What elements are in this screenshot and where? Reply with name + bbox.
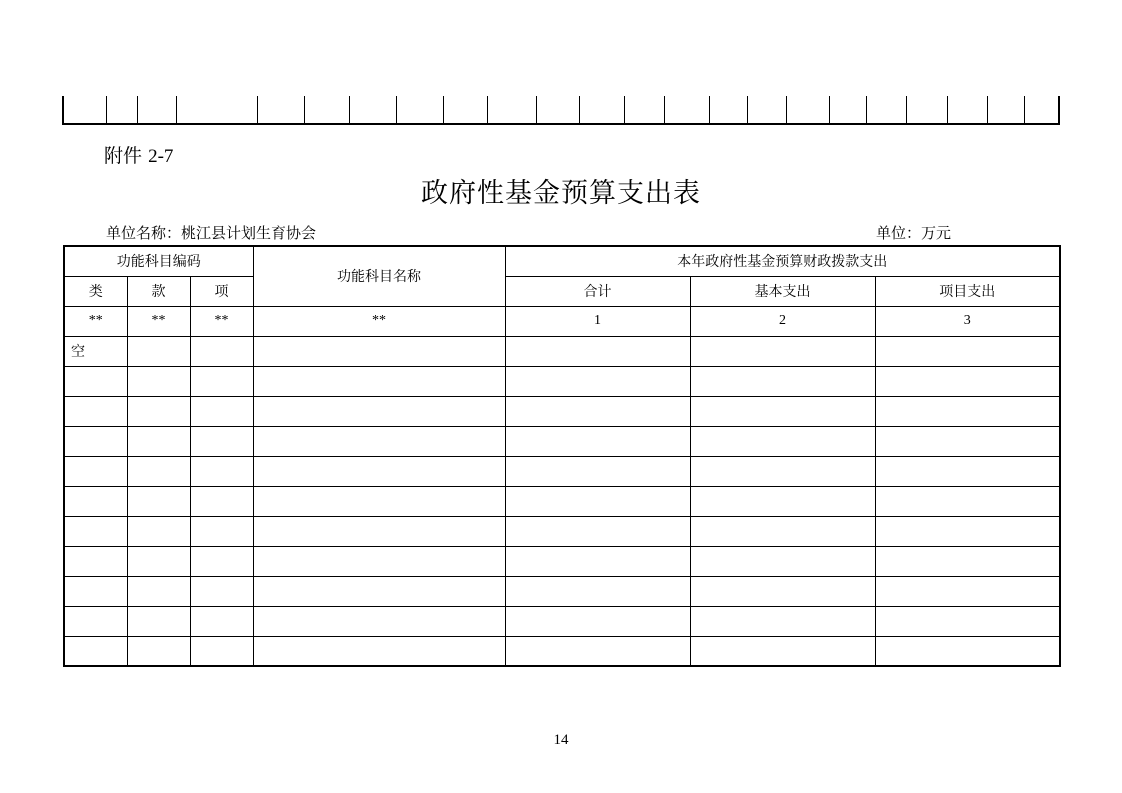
page-number: 14	[553, 732, 569, 748]
index-cell: 3	[875, 306, 1060, 336]
table-cell	[253, 486, 505, 516]
table-cell	[505, 366, 690, 396]
strip-divider	[947, 96, 948, 123]
table-cell	[505, 456, 690, 486]
header-funding-group: 本年政府性基金预算财政拨款支出	[505, 246, 1060, 276]
table-cell	[505, 396, 690, 426]
table-cell	[127, 426, 190, 456]
table-cell	[690, 576, 875, 606]
strip-divider	[579, 96, 580, 123]
table-cell	[190, 426, 253, 456]
strip-divider	[624, 96, 625, 123]
strip-divider	[906, 96, 907, 123]
strip-divider	[349, 96, 350, 123]
strip-divider	[1024, 96, 1025, 123]
table-cell	[127, 546, 190, 576]
attachment-label	[104, 141, 173, 168]
table-cell	[505, 606, 690, 636]
table-cell	[690, 336, 875, 366]
strip-divider	[443, 96, 444, 123]
table-cell	[505, 426, 690, 456]
col-basic: 基本支出	[690, 276, 875, 306]
table-cell	[190, 516, 253, 546]
header-row-1	[64, 246, 1060, 276]
strip-divider	[304, 96, 305, 123]
previous-table-fragment	[62, 96, 1060, 125]
strip-divider	[664, 96, 665, 123]
table-cell	[190, 546, 253, 576]
page-title: 政府性基金预算支出表	[421, 178, 701, 209]
table-row	[64, 546, 1060, 576]
strip-divider	[786, 96, 787, 123]
table-cell	[127, 456, 190, 486]
table-cell	[505, 636, 690, 666]
strip-divider	[866, 96, 867, 123]
strip-divider	[257, 96, 258, 123]
table-cell	[875, 576, 1060, 606]
index-cell: **	[64, 306, 127, 336]
table-cell	[253, 426, 505, 456]
table-cell	[190, 606, 253, 636]
table-cell	[253, 606, 505, 636]
col-category: 类	[64, 276, 127, 306]
table-cell	[690, 396, 875, 426]
table-cell	[690, 636, 875, 666]
col-total: 合计	[505, 276, 690, 306]
table-cell	[127, 486, 190, 516]
table-cell	[253, 336, 505, 366]
table-cell	[875, 606, 1060, 636]
table-cell	[875, 366, 1060, 396]
index-cell: **	[127, 306, 190, 336]
table-cell	[64, 426, 127, 456]
strip-divider	[747, 96, 748, 123]
table-row	[64, 426, 1060, 456]
table-cell	[64, 636, 127, 666]
budget-table	[63, 245, 1061, 667]
table-cell	[875, 486, 1060, 516]
col-item: 项	[190, 276, 253, 306]
table-cell	[190, 336, 253, 366]
table-cell	[190, 456, 253, 486]
table-cell	[875, 516, 1060, 546]
index-cell: 2	[690, 306, 875, 336]
table-cell	[690, 486, 875, 516]
table-cell	[690, 606, 875, 636]
strip-divider	[829, 96, 830, 123]
table-cell	[875, 336, 1060, 366]
table-row	[64, 396, 1060, 426]
table-row	[64, 576, 1060, 606]
strip-divider	[106, 96, 107, 123]
table-cell	[127, 576, 190, 606]
table-cell	[253, 516, 505, 546]
col-section: 款	[127, 276, 190, 306]
table-cell	[253, 636, 505, 666]
table-row	[64, 516, 1060, 546]
empty-marker: 空	[64, 336, 127, 366]
table-cell	[253, 576, 505, 606]
strip-divider	[176, 96, 177, 123]
attachment-number: 2-7	[148, 146, 174, 167]
strip-divider	[396, 96, 397, 123]
table-cell	[505, 546, 690, 576]
index-cell: 1	[505, 306, 690, 336]
table-cell	[127, 366, 190, 396]
table-cell	[64, 606, 127, 636]
table-cell	[190, 366, 253, 396]
table-cell	[690, 456, 875, 486]
table-cell	[190, 576, 253, 606]
col-project: 项目支出	[875, 276, 1060, 306]
table-cell	[505, 486, 690, 516]
table-cell	[253, 396, 505, 426]
table-cell	[127, 516, 190, 546]
table-cell	[690, 426, 875, 456]
index-row	[64, 306, 1060, 336]
table-row	[64, 336, 1060, 366]
table-row	[64, 486, 1060, 516]
table-cell	[505, 336, 690, 366]
table-cell	[690, 546, 875, 576]
strip-divider	[709, 96, 710, 123]
unit-label: 单位：万元	[876, 224, 952, 242]
table-cell	[875, 426, 1060, 456]
table-cell	[253, 456, 505, 486]
table-row	[64, 606, 1060, 636]
table-cell	[127, 396, 190, 426]
strip-divider	[987, 96, 988, 123]
table-cell	[64, 366, 127, 396]
unit-name: 单位名称：桃江县计划生育协会	[106, 224, 317, 242]
table-cell	[505, 516, 690, 546]
table-cell	[505, 576, 690, 606]
index-cell: **	[253, 306, 505, 336]
header-name: 功能科目名称	[253, 246, 505, 306]
attachment-text: 附件	[104, 145, 143, 167]
header-code-group: 功能科目编码	[64, 246, 253, 276]
table-cell	[875, 456, 1060, 486]
table-cell	[875, 396, 1060, 426]
table-cell	[127, 336, 190, 366]
table-cell	[875, 636, 1060, 666]
table-cell	[253, 366, 505, 396]
strip-divider	[487, 96, 488, 123]
table-cell	[64, 576, 127, 606]
index-cell: **	[190, 306, 253, 336]
header-row-2	[64, 276, 1060, 306]
table-cell	[190, 636, 253, 666]
table-row	[64, 456, 1060, 486]
strip-divider	[536, 96, 537, 123]
table-cell	[64, 546, 127, 576]
table-cell	[127, 636, 190, 666]
strip-divider	[137, 96, 138, 123]
table-cell	[127, 606, 190, 636]
table-cell	[64, 396, 127, 426]
table-cell	[253, 546, 505, 576]
table-cell	[190, 486, 253, 516]
table-row	[64, 636, 1060, 666]
table-cell	[190, 396, 253, 426]
table-cell	[690, 366, 875, 396]
table-cell	[64, 486, 127, 516]
table-cell	[64, 516, 127, 546]
table-cell	[690, 516, 875, 546]
empty-rows	[64, 366, 1060, 666]
table-cell	[64, 456, 127, 486]
table-row	[64, 366, 1060, 396]
table-cell	[875, 546, 1060, 576]
